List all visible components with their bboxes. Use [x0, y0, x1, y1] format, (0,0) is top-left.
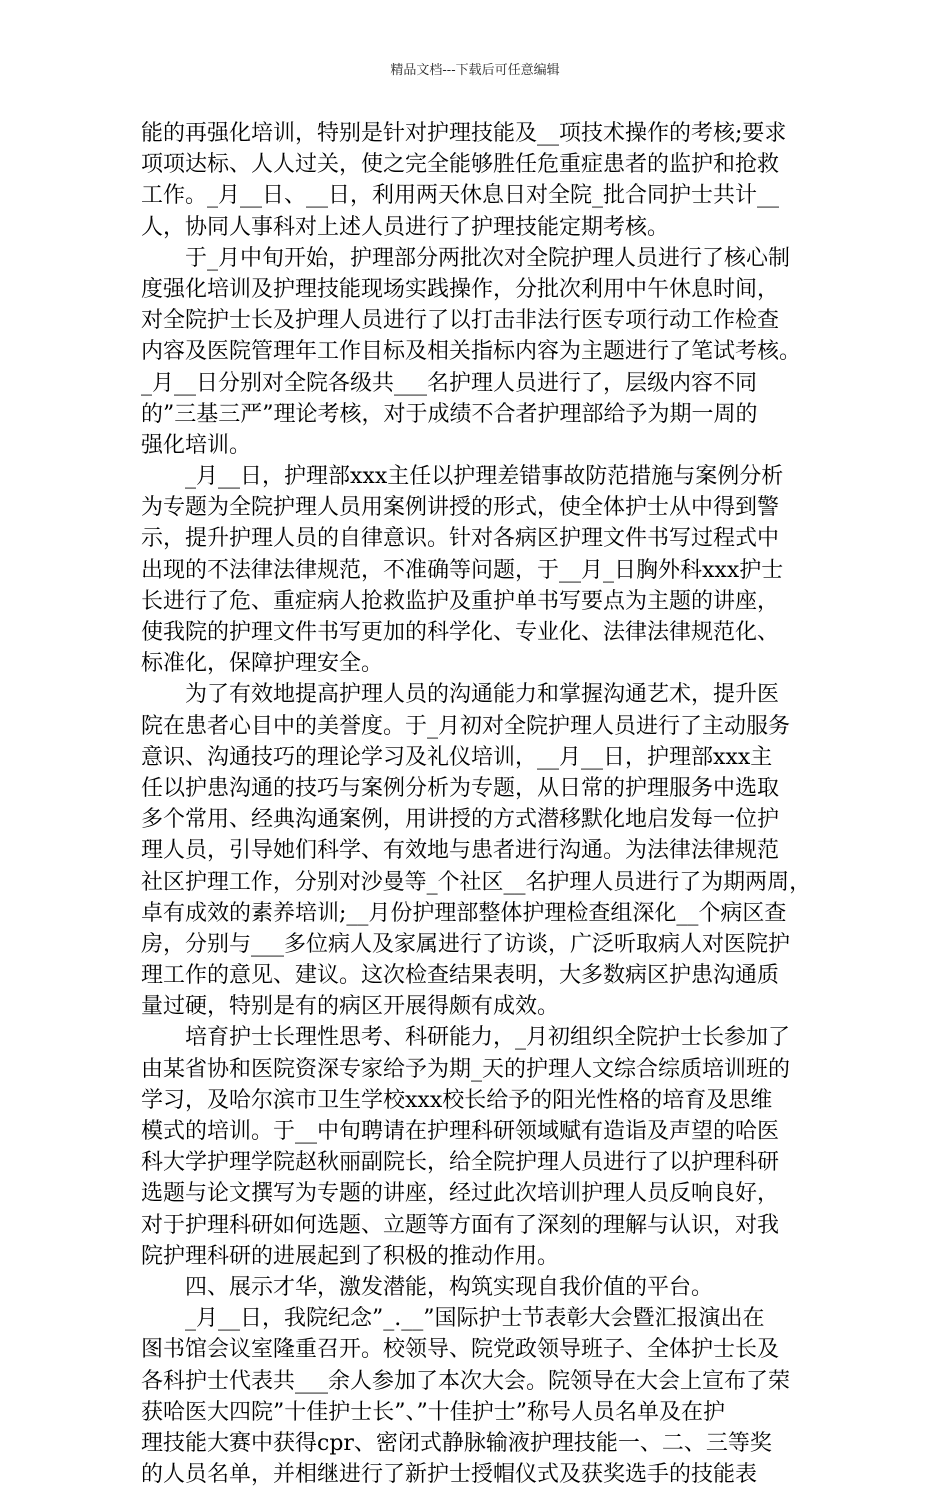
body-text-line: 能的再强化培训，特别是针对护理技能及__项技术操作的考核;要求: [141, 121, 787, 146]
page-header: 精品文档---下载后可任意编辑: [390, 63, 560, 78]
body-text-line: 由某省协和医院资深专家给予为期_天的护理人文综合综质培训班的: [141, 1056, 791, 1082]
body-text-line: 对于护理科研如何选题、立题等方面有了深刻的理解与认识，对我: [141, 1212, 780, 1238]
body-text-line: 为了有效地提高护理人员的沟通能力和掌握沟通艺术，提升医: [141, 682, 780, 708]
body-text-line: _月__日分别对全院各级共___名护理人员进行了，层级内容不同: [141, 370, 758, 396]
body-text-line: 理人员，引导她们科学、有效地与患者进行沟通。为法律法律规范: [141, 838, 780, 864]
body-text-line: 量过硬，特别是有的病区开展得颇有成效。: [141, 994, 560, 1020]
body-text-line: 社区护理工作，分别对沙曼等_个社区__名护理人员进行了为期两周，: [141, 869, 812, 895]
body-text-line: 培育护士长理性思考、科研能力，_月初组织全院护士长参加了: [141, 1025, 791, 1051]
body-text-line: 的人员名单，并相继进行了新护士授帽仪式及获奖选手的技能表: [141, 1462, 758, 1488]
body-text-line: 获哈医大四院”十佳护士长”、”十佳护士”称号人员名单及在护: [141, 1399, 725, 1425]
body-text-line: 多个常用、经典沟通案例，用讲授的方式潜移默化地启发每一位护: [141, 807, 780, 833]
body-text-line: 于_月中旬开始，护理部分两批次对全院护理人员进行了核心制: [141, 245, 791, 271]
body-text-line: 使我院的护理文件书写更加的科学化、专业化、法律法律规范化、: [141, 620, 780, 645]
body-text-line: 任以护患沟通的技巧与案例分析为专题，从日常的护理服务中选取: [141, 775, 780, 801]
document-body: [141, 118, 811, 1490]
body-text-line: 出现的不法律法律规范，不准确等问题，于__月_日胸外科xxx护士: [141, 557, 784, 583]
body-text-line: 内容及医院管理年工作目标及相关指标内容为主题进行了笔试考核。: [141, 339, 802, 365]
body-text-line: 长进行了危、重症病人抢救监护及重护单书写要点为主题的讲座，: [141, 588, 780, 614]
body-text-line: 的”三基三严”理论考核，对于成绩不合者护理部给予为期一周的: [141, 401, 758, 427]
body-text-line: 图书馆会议室隆重召开。校领导、院党政领导班子、全体护士长及: [141, 1337, 780, 1363]
body-text-line: 为专题为全院护理人员用案例讲授的形式，使全体护士从中得到警: [141, 495, 780, 521]
body-text-line: 选题与论文撰写为专题的讲座，经过此次培训护理人员反响良好，: [141, 1181, 780, 1207]
body-text-line: 标准化，保障护理安全。: [141, 651, 384, 677]
body-text-line: 院护理科研的进展起到了积极的推动作用。: [141, 1243, 560, 1269]
body-text-line: 科大学护理学院赵秋丽副院长，给全院护理人员进行了以护理科研: [141, 1150, 780, 1176]
body-text-line: 模式的培训。于__中旬聘请在护理科研领域赋有造诣及声望的哈医: [141, 1119, 780, 1144]
body-text-line: _月__日，护理部xxx主任以护理差错事故防范措施与案例分析: [141, 464, 784, 490]
body-text-line: 工作。_月__日、__日，利用两天休息日对全院_批合同护士共计__: [141, 183, 780, 209]
body-text-line: 院在患者心目中的美誉度。于_月初对全院护理人员进行了主动服务: [141, 713, 791, 739]
body-text-line: _月__日，我院纪念”_.__”国际护士节表彰大会暨汇报演出在: [141, 1306, 765, 1332]
body-text-line: 强化培训。: [141, 432, 252, 458]
body-text-line: 理技能大赛中获得cpr、密闭式静脉输液护理技能一、二、三等奖: [141, 1430, 772, 1456]
body-text-line: 学习，及哈尔滨市卫生学校xxx校长给予的阳光性格的培育及思维: [141, 1087, 773, 1113]
body-text-line: 各科护士代表共___余人参加了本次大会。院领导在大会上宣布了荣: [141, 1368, 791, 1394]
body-text-line: 理工作的意见、建议。这次检查结果表明，大多数病区护患沟通质: [141, 963, 780, 989]
body-text-line: 度强化培训及护理技能现场实践操作，分批次利用中午休息时间，: [141, 276, 780, 302]
body-text-line: 四、展示才华，激发潜能，构筑实现自我价值的平台。: [141, 1274, 714, 1300]
body-text-line: 人，协同人事科对上述人员进行了护理技能定期考核。: [141, 214, 670, 240]
body-text-line: 对全院护士长及护理人员进行了以打击非法行医专项行动工作检查: [141, 308, 780, 334]
body-text-line: 示，提升护理人员的自律意识。针对各病区护理文件书写过程式中: [141, 526, 780, 552]
body-text-line: 房，分别与___多位病人及家属进行了访谈，广泛听取病人对医院护: [141, 931, 791, 957]
body-text-line: 卓有成效的素养培训;__月份护理部整体护理检查组深化__个病区查: [141, 900, 787, 926]
body-text-line: 意识、沟通技巧的理论学习及礼仪培训，__月__日，护理部xxx主: [141, 744, 773, 770]
body-text-line: 项项达标、人人过关，使之完全能够胜任危重症患者的监护和抢救: [141, 152, 780, 178]
